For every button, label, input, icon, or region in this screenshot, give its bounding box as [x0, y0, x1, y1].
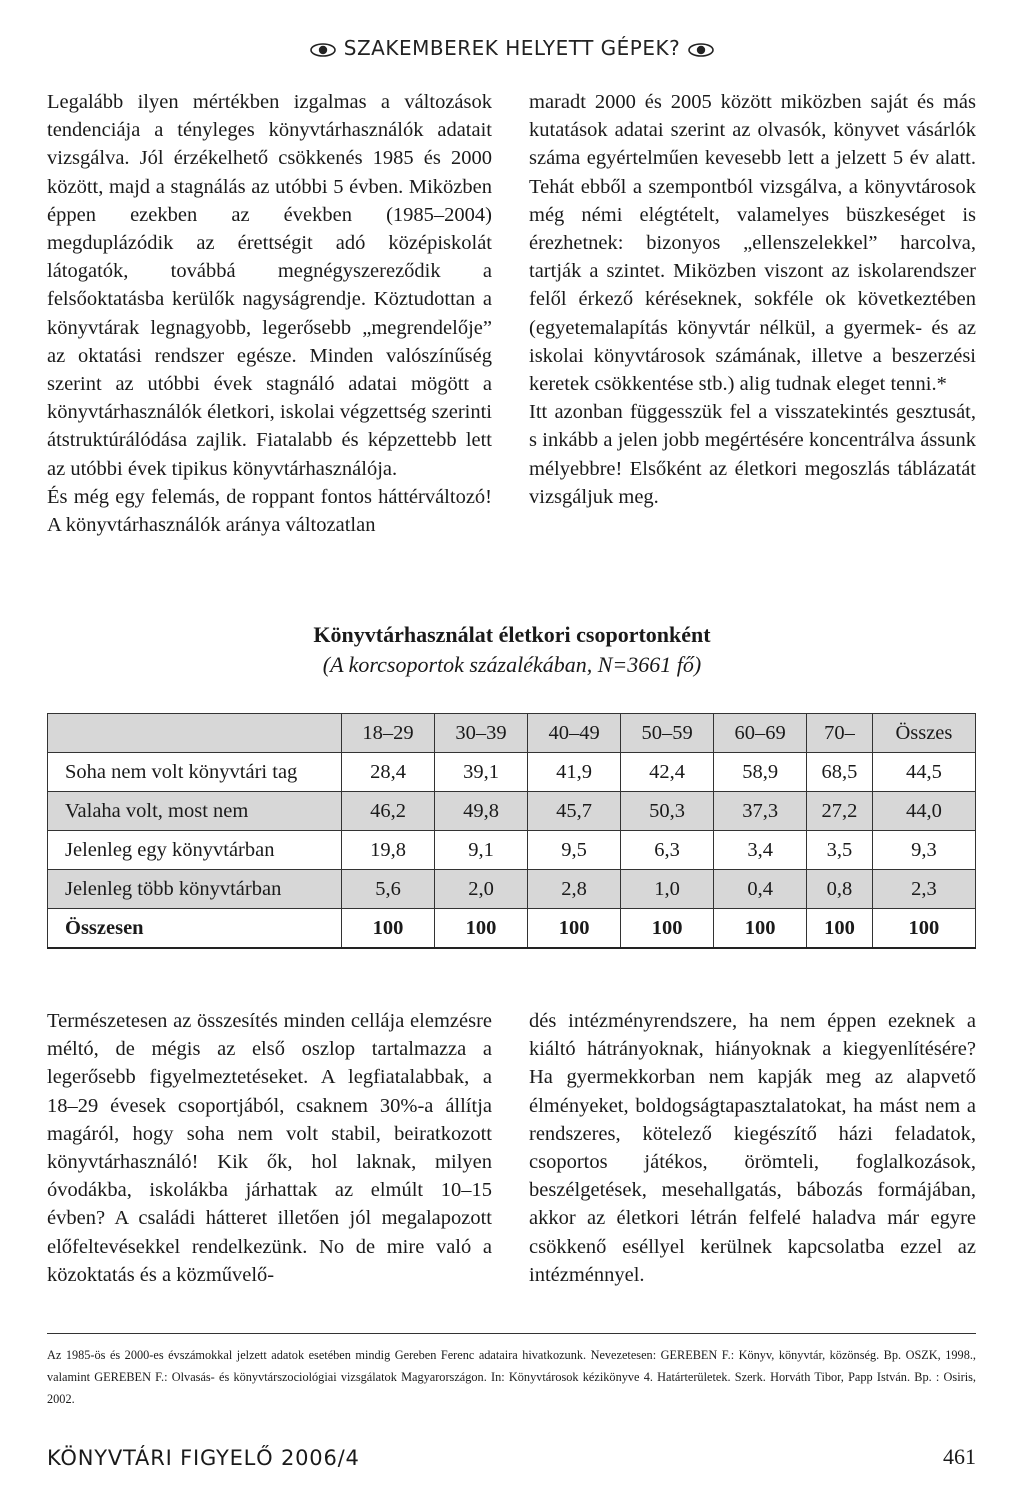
table-subtitle: (A korcsoportok százalékában, N=3661 fő)	[322, 652, 702, 677]
table-cell: 9,5	[528, 831, 621, 870]
table-cell: 9,3	[872, 831, 975, 870]
column-header: 60–69	[714, 714, 807, 753]
footnote: Az 1985-ös és 2000-es évszámokkal jelzett adatok esetében mindig Gereben Ferenc adataira hivatkozunk. Nevezetesen: GEREBEN F.: Könyv, könyvtár, közönség. Bp. OSZK, 1998., valamint GEREBEN F.: Olvasás- és könyvtárszociológiai vizsgálatok Magyarországon. In: Könyvtárosok kézikönyve 4. Határterületek. Szerk. Horváth Tibor, Papp István. Bp. : Osiris, 2002.	[47, 1348, 976, 1406]
table-caption	[0, 620, 1024, 680]
text-column-right-bottom	[529, 1007, 976, 1289]
paragraph: És még egy felemás, de roppant fontos háttérváltozó! A könyvtárhasználók aránya változatlan	[47, 485, 492, 537]
row-label: Jelenleg több könyvtárban	[48, 870, 342, 909]
table-cell: 100	[807, 909, 873, 949]
table-cell: 2,8	[528, 870, 621, 909]
table-cell: 5,6	[342, 870, 435, 909]
row-label: Összesen	[48, 909, 342, 949]
column-header: 70–	[807, 714, 873, 753]
column-header: 18–29	[342, 714, 435, 753]
text-column-left-bottom	[47, 1007, 492, 1289]
table-cell: 19,8	[342, 831, 435, 870]
table-cell: 6,3	[621, 831, 714, 870]
paragraph: Itt azonban függesszük fel a visszatekintés gesztusát, s inkább a jelen jobb megértésére koncentrálva ássunk mélyebbre! Elsőként az életkori megoszlás táblázatát vizsgáljuk meg.	[529, 401, 976, 508]
table-cell: 100	[528, 909, 621, 949]
table-cell: 0,8	[807, 870, 873, 909]
table-total-row	[48, 909, 976, 949]
table-cell: 44,5	[872, 753, 975, 792]
table-cell: 46,2	[342, 792, 435, 831]
table-cell: 2,0	[435, 870, 528, 909]
table-cell: 9,1	[435, 831, 528, 870]
table-cell: 2,3	[872, 870, 975, 909]
paragraph: Természetesen az összesítés minden cellája elemzésre méltó, de mégis az első oszlop tartalmazza a legerősebb figyelmeztetéseket. A legfiatalabbak, a 18–29 évesek csoportjából, csaknem 30%-a állítja magáról, hogy soha nem volt stabil, beiratkozott könyvtárhasználó! Kik ők, hol laknak, milyen óvodákba, iskolákba járhattak az elmúlt 10–15 évben? A családi hátteret illetően jól megalapozott előfeltevésekkel rendelkezünk. No de mire való a közoktatás és a közművelő-	[47, 1010, 492, 1286]
column-header: Összes	[872, 714, 975, 753]
row-label: Jelenleg egy könyvtárban	[48, 831, 342, 870]
running-head	[0, 36, 1024, 62]
eye-ornament-icon	[310, 38, 336, 62]
column-header: 30–39	[435, 714, 528, 753]
table-cell: 100	[714, 909, 807, 949]
table-cell: 41,9	[528, 753, 621, 792]
paragraph: dés intézményrendszere, ha nem éppen ezeknek a kiáltó hátrányoknak, hiányoknak a kiegyenlítésére? Ha gyermekkorban nem kapják meg az alapvető élményeket, boldogságtapasztalatokat, ha mást nem a rendszeres, kötelező kiegészítő házi feladatok, csoportos játékos, örömteli, foglalkozások, beszélgetések, mesehallgatás, bábozás formájában, akkor az életkori létrán felfelé haladva már egyre csökkenő eséllyel kerülnek kapcsolatba ezzel az intézménnyel.	[529, 1010, 976, 1286]
table-row	[48, 831, 976, 870]
table-cell: 100	[342, 909, 435, 949]
table-cell: 68,5	[807, 753, 873, 792]
table-cell: 27,2	[807, 792, 873, 831]
table-cell: 3,4	[714, 831, 807, 870]
table-row	[48, 792, 976, 831]
paragraph: Legalább ilyen mértékben izgalmas a változások tendenciája a tényleges könyvtárhasználók adatait vizsgálva. Jól érzékelhető csökkenés 1985 és 2000 között, majd a stagnálás az utóbbi 5 évben. Miközben éppen ezekben az években (1985–2004) megduplázódik az érettségit adó középiskolát látogatók, továbbá megnégyszereződik a felsőoktatásba kerülők nagyságrendje. Köztudottan a könyvtárak legnagyobb, legerősebb „megrendelője” az oktatási rendszer egésze. Minden valószínűség szerint az utóbbi évek stagnáló adatai mögött a könyvtárhasználók életkori, iskolai végzettség szerinti átstruktúrálódása zajlik. Fiatalabb és képzettebb lett az utóbbi évek tipikus könyvtárhasználója.	[47, 91, 492, 480]
eye-ornament-icon	[688, 38, 714, 62]
table-cell: 0,4	[714, 870, 807, 909]
table-cell: 42,4	[621, 753, 714, 792]
table-cell: 3,5	[807, 831, 873, 870]
table-cell: 39,1	[435, 753, 528, 792]
table-title: Könyvtárhasználat életkori csoportonként	[313, 622, 711, 647]
table-cell: 45,7	[528, 792, 621, 831]
row-label: Soha nem volt könyvtári tag	[48, 753, 342, 792]
table-cell: 58,9	[714, 753, 807, 792]
table-cell: 1,0	[621, 870, 714, 909]
table-cell: 50,3	[621, 792, 714, 831]
paragraph: maradt 2000 és 2005 között miközben saját és más kutatások adatai szerint az olvasók, könyvet vásárlók száma egyértelműen kevesebb lett a jelzett 5 év alatt. Tehát ebből a szempontból vizsgálva, a könyvtárosok még némi elégtételt, valamelyes büszkeséget is érezhetnek: bizonyos „ellenszelekkel” harcolva, tartják a szintet. Miközben viszont az iskolarendszer felől érkező kéréseknek, sokféle ok következtében (egyetemalapítás könyvtár nélkül, a gyermek- és az iskolai könyvtárosok számának, illetve a beszerzési keretek csökkentése stb.) alig tudnak eleget tenni.*	[529, 91, 976, 396]
column-header: 40–49	[528, 714, 621, 753]
header-corner-cell	[48, 714, 342, 753]
table-cell: 37,3	[714, 792, 807, 831]
footnote-divider	[47, 1333, 976, 1334]
journal-name: KÖNYVTÁRI FIGYELŐ 2006/4	[47, 1446, 360, 1470]
table-cell: 100	[621, 909, 714, 949]
table-cell: 49,8	[435, 792, 528, 831]
row-label: Valaha volt, most nem	[48, 792, 342, 831]
table-header-row	[48, 714, 976, 753]
table-row	[48, 753, 976, 792]
page-number: 461	[943, 1444, 976, 1469]
table-cell: 44,0	[872, 792, 975, 831]
table-cell: 100	[872, 909, 975, 949]
text-column-left-top	[47, 88, 492, 539]
age-group-table	[47, 713, 976, 949]
column-header: 50–59	[621, 714, 714, 753]
table-cell: 100	[435, 909, 528, 949]
text-column-right-top	[529, 88, 976, 511]
table-row	[48, 870, 976, 909]
table-cell: 28,4	[342, 753, 435, 792]
running-title: SZAKEMBEREK HELYETT GÉPEK?	[343, 36, 681, 60]
